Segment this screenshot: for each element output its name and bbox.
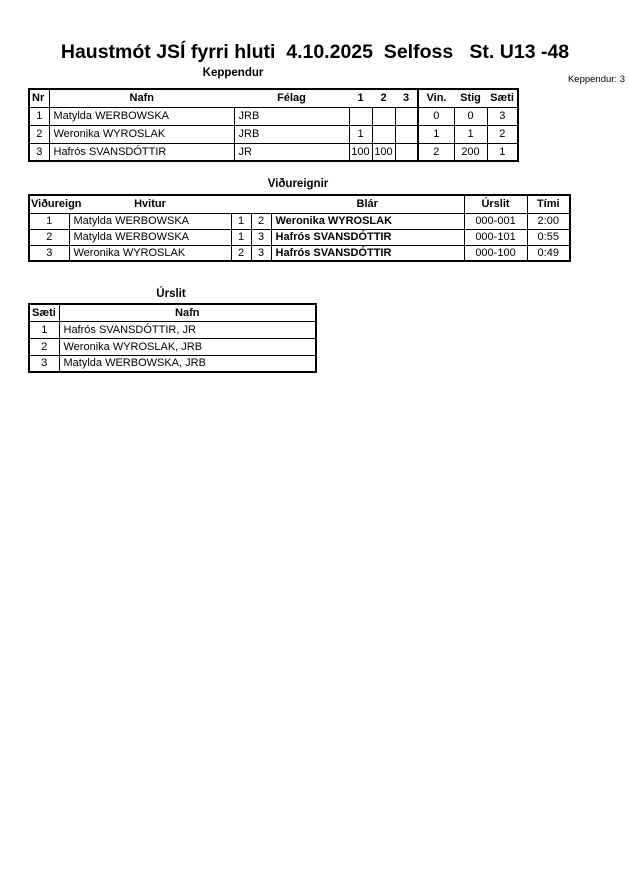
- urslit-header-row: [29, 304, 316, 321]
- cell-white-name: Matylda WERBOWSKA: [69, 229, 231, 245]
- cell-nr: 3: [29, 143, 49, 161]
- cell-round-3: [395, 125, 418, 143]
- table-row: [29, 355, 316, 372]
- urslit-heading: Úrslit: [156, 288, 186, 300]
- keppendur-header-row: [29, 89, 518, 107]
- col-header-nafn: Nafn: [59, 304, 316, 321]
- cell-nr: 2: [29, 125, 49, 143]
- table-row: [29, 107, 518, 125]
- col-header-blue-nr: [251, 195, 271, 213]
- cell-felag: JR: [234, 143, 349, 161]
- col-header-vidureign: Viðureign: [29, 195, 69, 213]
- vidureignir-heading: Viðureignir: [267, 178, 329, 190]
- col-header-urslit: Úrslit: [464, 195, 527, 213]
- cell-saeti: 3: [487, 107, 518, 125]
- col-header-timi: Tími: [527, 195, 570, 213]
- cell-white-nr: 1: [231, 229, 251, 245]
- cell-place: 2: [29, 338, 59, 355]
- col-header-blar: Blár: [271, 195, 464, 213]
- cell-saeti: 1: [487, 143, 518, 161]
- page-title: Haustmót JSÍ fyrri hluti 4.10.2025 Selfoss St. U13 -48: [60, 41, 570, 63]
- cell-round-2: [372, 107, 395, 125]
- col-header-felag: Félag: [234, 89, 349, 107]
- cell-time: 2:00: [527, 213, 570, 229]
- cell-round-3: [395, 143, 418, 161]
- cell-time: 0:49: [527, 245, 570, 261]
- cell-score: 000-100: [464, 245, 527, 261]
- cell-blue-name: Hafrós SVANSDÓTTIR: [271, 229, 464, 245]
- cell-vin: 0: [418, 107, 454, 125]
- vidureignir-header-row: [29, 195, 570, 213]
- col-header-saeti: Sæti: [487, 89, 518, 107]
- table-row: [29, 338, 316, 355]
- col-header-stig: Stig: [454, 89, 487, 107]
- table-row: [29, 125, 518, 143]
- cell-blue-name: Hafrós SVANSDÓTTIR: [271, 245, 464, 261]
- col-header-round-1: 1: [349, 89, 372, 107]
- cell-felag: JRB: [234, 107, 349, 125]
- cell-match-nr: 1: [29, 213, 69, 229]
- cell-nafn: Hafrós SVANSDÓTTIR: [49, 143, 234, 161]
- cell-nafn: Weronika WYROSLAK: [49, 125, 234, 143]
- cell-round-2: [372, 125, 395, 143]
- table-row: [29, 245, 570, 261]
- cell-time: 0:55: [527, 229, 570, 245]
- cell-match-nr: 3: [29, 245, 69, 261]
- table-row: [29, 213, 570, 229]
- cell-name: Matylda WERBOWSKA, JRB: [59, 355, 316, 372]
- cell-stig: 200: [454, 143, 487, 161]
- cell-vin: 2: [418, 143, 454, 161]
- col-header-round-2: 2: [372, 89, 395, 107]
- cell-place: 3: [29, 355, 59, 372]
- cell-place: 1: [29, 321, 59, 338]
- cell-round-3: [395, 107, 418, 125]
- cell-vin: 1: [418, 125, 454, 143]
- col-header-round-3: 3: [395, 89, 418, 107]
- cell-round-1: [349, 107, 372, 125]
- col-header-saeti: Sæti: [29, 304, 59, 321]
- cell-white-name: Weronika WYROSLAK: [69, 245, 231, 261]
- cell-saeti: 2: [487, 125, 518, 143]
- keppendur-table: [28, 88, 519, 162]
- cell-score: 000-101: [464, 229, 527, 245]
- table-row: [29, 143, 518, 161]
- cell-white-nr: 2: [231, 245, 251, 261]
- cell-nafn: Matylda WERBOWSKA: [49, 107, 234, 125]
- cell-score: 000-001: [464, 213, 527, 229]
- cell-round-1: 100: [349, 143, 372, 161]
- table-row: [29, 229, 570, 245]
- cell-white-nr: 1: [231, 213, 251, 229]
- cell-white-name: Matylda WERBOWSKA: [69, 213, 231, 229]
- cell-round-2: 100: [372, 143, 395, 161]
- cell-blue-nr: 2: [251, 213, 271, 229]
- keppendur-heading: Keppendur: [202, 67, 264, 79]
- cell-stig: 0: [454, 107, 487, 125]
- col-header-hvitur: Hvitur: [69, 195, 231, 213]
- urslit-table: [28, 303, 317, 373]
- vidureignir-table: [28, 194, 571, 262]
- col-header-nr: Nr: [29, 89, 49, 107]
- table-row: [29, 321, 316, 338]
- cell-felag: JRB: [234, 125, 349, 143]
- cell-blue-nr: 3: [251, 229, 271, 245]
- cell-match-nr: 2: [29, 229, 69, 245]
- cell-nr: 1: [29, 107, 49, 125]
- competitor-count-label: Keppendur: 3: [567, 74, 625, 85]
- col-header-vin: Vin.: [418, 89, 454, 107]
- col-header-nafn: Nafn: [49, 89, 234, 107]
- col-header-white-nr: [231, 195, 251, 213]
- cell-round-1: 1: [349, 125, 372, 143]
- cell-blue-nr: 3: [251, 245, 271, 261]
- cell-name: Hafrós SVANSDÓTTIR, JR: [59, 321, 316, 338]
- cell-stig: 1: [454, 125, 487, 143]
- cell-name: Weronika WYROSLAK, JRB: [59, 338, 316, 355]
- cell-blue-name: Weronika WYROSLAK: [271, 213, 464, 229]
